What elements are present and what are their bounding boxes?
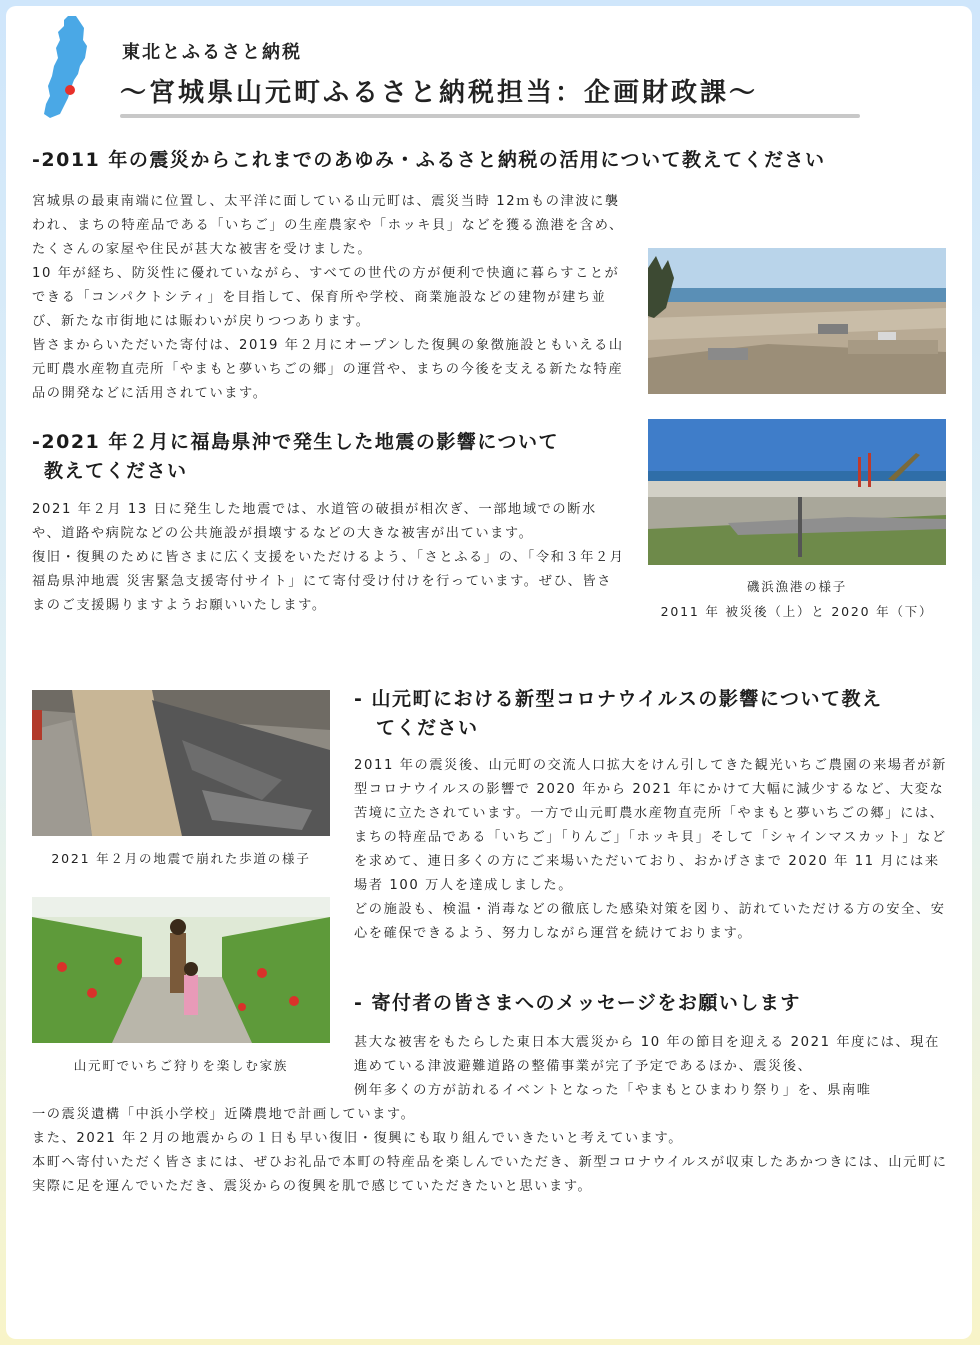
strawberry-picking-photo bbox=[32, 897, 330, 1043]
tohoku-map-icon bbox=[38, 14, 94, 122]
section3-paragraph: 2011 年の震災後、山元町の交流人口拡大をけん引してきた観光いちご農園の来場者が新型コロナウイルスの影響で 2020 年から 2021 年にかけて大幅に減少するなど、大変な苦境に立たされています。一方で山元町農水産物直売所「やまもと夢いちごの郷」には、まちの特産品である「いちご」「りんご」「ホッキ貝」そして「シャインマスカット」などを求めて、連日多くの方にご来場いただいており、おかげさまで 2020 年 11 月には来場者 100 万人を達成しました。 bbox=[354, 758, 947, 893]
section2-heading-line: 教えてください bbox=[44, 460, 188, 482]
header-subtitle: 東北とふるさと納税 bbox=[122, 42, 302, 63]
harbor-caption-title: 磯浜漁港の様子 bbox=[746, 579, 848, 594]
section1-heading: -2011 年の震災からこれまでのあゆみ・ふるさと納税の活用について教えてください bbox=[32, 149, 826, 171]
section3-body bbox=[354, 754, 948, 946]
section2-heading bbox=[32, 428, 642, 486]
section4-heading: - 寄付者の皆さまへのメッセージをお願いします bbox=[354, 992, 801, 1014]
section4-body-intro bbox=[354, 1031, 948, 1103]
section3-paragraph: どの施設も、検温・消毒などの徹底した感染対策を図り、訪れていただける方の安全、安心を確保できるよう、努力しながら運営を続けております。 bbox=[354, 902, 946, 941]
section2-paragraph: 復旧・復興のために皆さまに広く支援をいただけるよう、「さとふる」の、「令和３年２月福島県沖地震 災害緊急支援寄付サイト」にて寄付受け付けを行っています。ぜひ、皆さまのご支援賜りますようお願いいたします。 bbox=[32, 550, 625, 613]
title-divider bbox=[120, 114, 860, 118]
section3-heading-line: てください bbox=[376, 717, 479, 739]
section4-body-continued bbox=[32, 1103, 952, 1199]
section2-heading-line: -2021 年２月に福島県沖で発生した地震の影響について bbox=[32, 431, 560, 453]
section1-paragraph: 10 年が経ち、防災性に優れていながら、すべての世代の方が便利で快適に暮らすことができる「コンパクトシティ」を目指して、保育所や学校、商業施設などの建物が建ち並び、新たな市街地には賑わいが戻りつつあります。 bbox=[32, 266, 620, 329]
sidewalk-caption: 2021 年２月の地震で崩れた歩道の様子 bbox=[51, 851, 311, 866]
section4-line: 本町へ寄付いただく皆さまには、ぜひお礼品で本町の特産品を楽しんでいただき、新型コロナウイルスが収束したあかつきには、山元町に実際に足を運んでいただき、震災からの復興を肌で感じていただきたいと思います。 bbox=[32, 1155, 948, 1194]
section4-line: 甚大な被害をもたらした東日本大震災から 10 年の節目を迎える 2021 年度には、現在進めている津波避難道路の整備事業が完了予定であるほか、震災後、 bbox=[354, 1035, 940, 1074]
section3-heading-line: - 山元町における新型コロナウイルスの影響について教え bbox=[354, 688, 883, 710]
section2-paragraph: 2021 年２月 13 日に発生した地震では、水道管の破損が相次ぎ、一部地域での断水や、道路や病院などの公共施設が損壊するなどの大きな被害が出ています。 bbox=[32, 502, 597, 541]
section1-body bbox=[32, 190, 626, 406]
page-title: ～宮城県山元町ふるさと納税担当：企画財政課～ bbox=[120, 78, 759, 108]
section2-body bbox=[32, 498, 626, 618]
harbor-2011-photo bbox=[648, 248, 946, 394]
harbor-caption-years: 2011 年 被災後（上）と 2020 年（下） bbox=[660, 604, 934, 619]
harbor-2020-photo bbox=[648, 419, 946, 565]
collapsed-sidewalk-photo bbox=[32, 690, 330, 836]
section4-line: 一の震災遺構「中浜小学校」近隣農地で計画しています。 bbox=[32, 1107, 416, 1122]
strawberry-caption: 山元町でいちご狩りを楽しむ家族 bbox=[73, 1058, 289, 1073]
section4-line: 例年多くの方が訪れるイベントとなった「やまもとひまわり祭り」を、県南唯 bbox=[354, 1083, 872, 1098]
section1-paragraph: 宮城県の最東南端に位置し、太平洋に面している山元町は、震災当時 12ｍもの津波に襲われ、まちの特産品である「いちご」の生産農家や「ホッキ貝」などを獲る漁港を含め、たくさんの家屋や住民が甚大な被害を受けました。 bbox=[32, 194, 624, 257]
section4-line: また、2021 年２月の地震からの１日も早い復旧・復興にも取り組んでいきたいと考えています。 bbox=[32, 1131, 683, 1146]
section3-heading bbox=[354, 685, 954, 743]
section1-paragraph: 皆さまからいただいた寄付は、2019 年２月にオープンした復興の象徴施設ともいえる山元町農水産物直売所「やまもと夢いちごの郷」の運営や、まちの今後を支える新たな特産品の開発などに活用されています。 bbox=[32, 338, 624, 401]
